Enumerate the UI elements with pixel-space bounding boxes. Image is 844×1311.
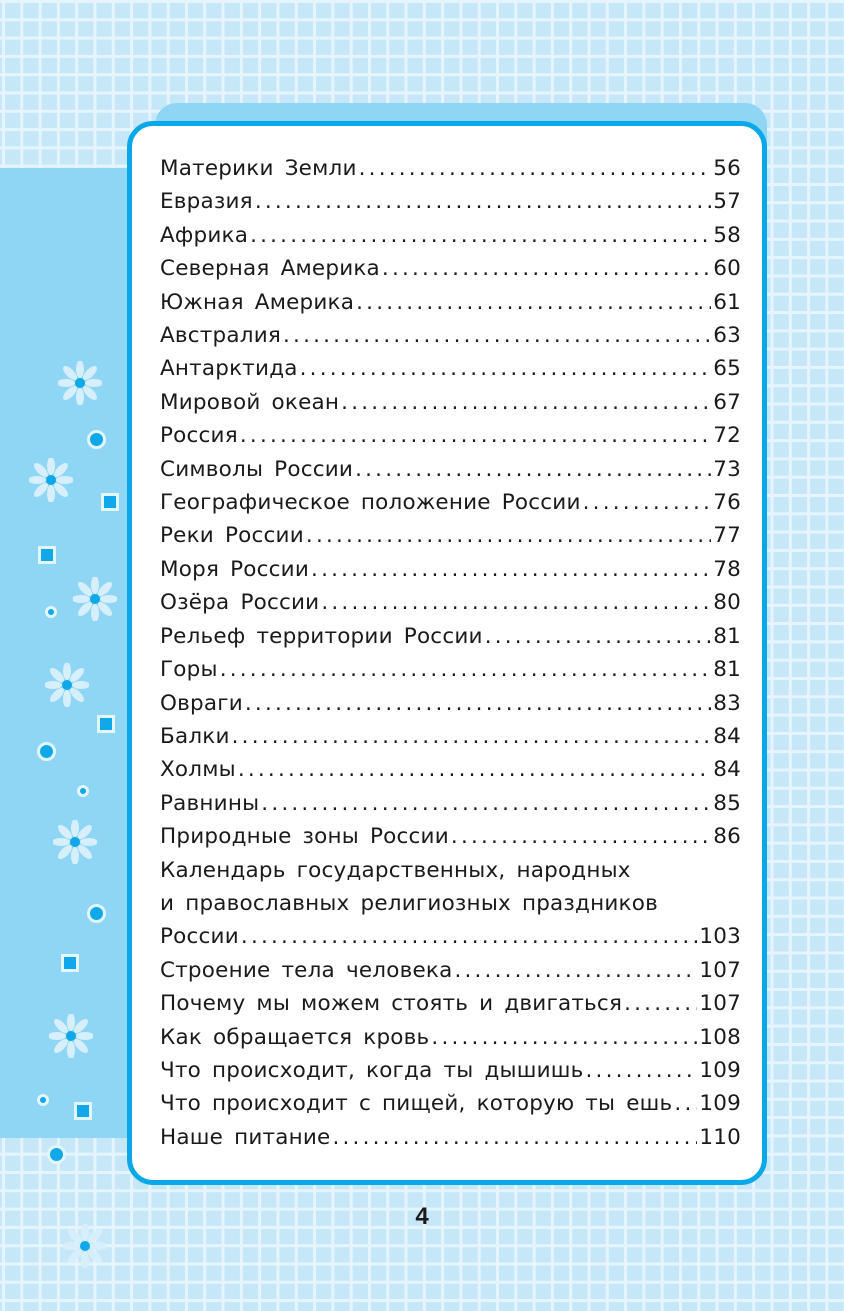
toc-entry[interactable]: [160, 954, 741, 987]
toc-entry[interactable]: [160, 920, 741, 953]
toc-list: [160, 152, 741, 1154]
toc-entry-title: Строение тела человека: [160, 957, 453, 983]
toc-entry[interactable]: [160, 1087, 741, 1120]
toc-entry-title: Рельеф территории России: [160, 623, 483, 649]
toc-entry-title: Антарктида: [160, 356, 298, 382]
toc-entry-title: Наше питание: [160, 1124, 331, 1150]
page-number: 4: [415, 1203, 429, 1230]
flower-icon: [53, 820, 97, 864]
toc-entry-page: 56: [713, 156, 741, 181]
dot-leader: [255, 185, 711, 218]
dot-leader: [382, 252, 711, 285]
bubble-icon: [47, 1145, 66, 1164]
toc-entry-title: Почему мы можем стоять и двигаться: [160, 991, 623, 1017]
toc-entry-title: Календарь государственных, народных: [160, 857, 631, 883]
dot-leader: [241, 920, 697, 953]
dot-leader: [232, 720, 712, 753]
dot-leader: [245, 687, 711, 720]
dot-leader: [311, 553, 711, 586]
toc-entry-page: 65: [713, 356, 741, 382]
toc-entry[interactable]: [160, 1121, 741, 1154]
dot-icon: [77, 785, 89, 797]
toc-entry-title: Символы России: [160, 456, 354, 482]
toc-entry-title: Южная Америка: [160, 289, 355, 315]
toc-entry[interactable]: [160, 1054, 741, 1087]
dot-leader: [238, 753, 711, 786]
toc-entry-page: 109: [699, 1091, 741, 1117]
dot-leader: [356, 286, 711, 319]
toc-entry[interactable]: [160, 386, 741, 419]
square-icon: [97, 715, 115, 733]
toc-entry[interactable]: [160, 586, 741, 619]
toc-entry-page: 83: [713, 690, 741, 716]
toc-entry-page: 107: [699, 957, 741, 983]
toc-entry[interactable]: [160, 286, 741, 319]
toc-entry-title: Озёра России: [160, 590, 320, 616]
toc-entry-page: 80: [713, 590, 741, 616]
dot-leader: [359, 152, 712, 185]
toc-entry-page: 72: [713, 423, 741, 449]
toc-entry[interactable]: [160, 519, 741, 552]
toc-entry[interactable]: [160, 820, 741, 853]
flower-icon: [49, 1014, 93, 1058]
dot-leader: [485, 620, 712, 653]
dot-leader: [583, 486, 712, 519]
toc-entry-page: 57: [713, 189, 741, 215]
toc-entry[interactable]: [160, 419, 741, 452]
dot-leader: [240, 419, 711, 452]
toc-entry[interactable]: [160, 787, 741, 820]
toc-entry-page: 84: [713, 757, 741, 783]
toc-entry[interactable]: [160, 553, 741, 586]
toc-entry-title: Северная Америка: [160, 256, 380, 282]
toc-entry[interactable]: [160, 352, 741, 385]
dot-leader: [220, 653, 712, 686]
toc-entry-title: Равнины: [160, 790, 260, 816]
toc-entry[interactable]: [160, 152, 741, 185]
toc-entry-title: Горы: [160, 657, 218, 683]
toc-entry-page: 107: [699, 991, 741, 1017]
toc-entry-title: Природные зоны России: [160, 824, 449, 850]
toc-entry-title: Как обращается кровь: [160, 1024, 430, 1050]
dot-icon: [45, 606, 57, 618]
dot-leader: [306, 519, 711, 552]
toc-entry[interactable]: [160, 620, 741, 653]
toc-entry-title: Африка: [160, 222, 249, 248]
toc-entry-title: Овраги: [160, 690, 243, 716]
toc-entry[interactable]: [160, 653, 741, 686]
dot-leader: [586, 1054, 698, 1087]
toc-entry[interactable]: [160, 486, 741, 519]
flower-icon: [45, 663, 89, 707]
toc-entry[interactable]: [160, 687, 741, 720]
toc-entry-title: Австралия: [160, 323, 281, 349]
toc-entry-page: 76: [713, 490, 741, 516]
toc-entry-title: Холмы: [160, 757, 236, 783]
flower-icon: [29, 458, 73, 502]
decorative-side-strip: [0, 168, 132, 1138]
toc-entry-page: 109: [699, 1057, 741, 1083]
dot-icon: [37, 1094, 49, 1106]
dot-leader: [283, 319, 711, 352]
toc-entry-title: и православных религиозных праздников: [160, 890, 658, 916]
toc-entry-page: 63: [713, 323, 741, 349]
toc-entry-page: 77: [713, 523, 741, 549]
dot-leader: [454, 954, 697, 987]
toc-entry-page: 84: [713, 723, 741, 749]
toc-entry-page: 81: [713, 623, 741, 649]
toc-entry-page: 108: [699, 1024, 741, 1050]
toc-entry-page: 67: [713, 389, 741, 415]
toc-entry-title: Географическое положение России: [160, 490, 581, 516]
dot-icon: [87, 904, 106, 923]
toc-entry-page: 58: [713, 222, 741, 248]
toc-entry[interactable]: [160, 753, 741, 786]
dot-leader: [355, 453, 711, 486]
dot-leader: [300, 352, 712, 385]
table-of-contents-card: [127, 121, 767, 1185]
toc-entry-page: 78: [713, 556, 741, 582]
toc-entry[interactable]: [160, 1021, 741, 1054]
dot-leader: [624, 987, 697, 1020]
toc-entry[interactable]: [160, 319, 741, 352]
toc-entry-title: Материки Земли: [160, 156, 357, 181]
toc-entry-page: 61: [713, 289, 741, 315]
bubble-icon: [87, 430, 106, 449]
dot-icon: [37, 742, 56, 761]
square-icon: [101, 493, 119, 511]
toc-entry[interactable]: [160, 252, 741, 285]
square-icon: [74, 1102, 92, 1120]
toc-entry[interactable]: [160, 185, 741, 218]
toc-entry-title: Евразия: [160, 189, 253, 215]
square-icon: [61, 954, 79, 972]
toc-entry[interactable]: [160, 720, 741, 753]
dot-leader: [451, 820, 711, 853]
toc-entry-title: Что происходит с пищей, которую ты ешь: [160, 1091, 673, 1117]
dot-leader: [261, 787, 711, 820]
toc-entry[interactable]: [160, 453, 741, 486]
toc-entry-title: Реки России: [160, 523, 304, 549]
toc-entry-title: Россия: [160, 423, 238, 449]
dot-leader: [321, 586, 711, 619]
toc-entry-title: Балки: [160, 723, 230, 749]
toc-entry-page: 110: [699, 1124, 741, 1150]
toc-entry-page: 60: [713, 256, 741, 282]
toc-entry-page: 85: [713, 790, 741, 816]
toc-entry-continued-line[interactable]: [160, 854, 741, 887]
toc-entry-title: Мировой океан: [160, 389, 340, 415]
toc-entry-title: России: [160, 924, 239, 950]
toc-entry-page: 73: [713, 456, 741, 482]
dot-leader: [332, 1121, 697, 1154]
toc-entry-page: 86: [713, 824, 741, 850]
toc-entry-page: 81: [713, 657, 741, 683]
toc-entry[interactable]: [160, 219, 741, 252]
dot-leader: [431, 1021, 697, 1054]
toc-entry-continued-line[interactable]: [160, 887, 741, 920]
toc-entry-title: Моря России: [160, 556, 310, 582]
toc-entry-page: 103: [699, 924, 741, 950]
toc-entry[interactable]: [160, 987, 741, 1020]
dot-leader: [674, 1087, 697, 1120]
flower-icon: [73, 577, 117, 621]
toc-entry-title: Что происходит, когда ты дышишь: [160, 1057, 584, 1083]
square-icon: [38, 546, 56, 564]
dot-leader: [341, 386, 711, 419]
dot-leader: [250, 219, 711, 252]
flower-icon: [58, 361, 102, 405]
